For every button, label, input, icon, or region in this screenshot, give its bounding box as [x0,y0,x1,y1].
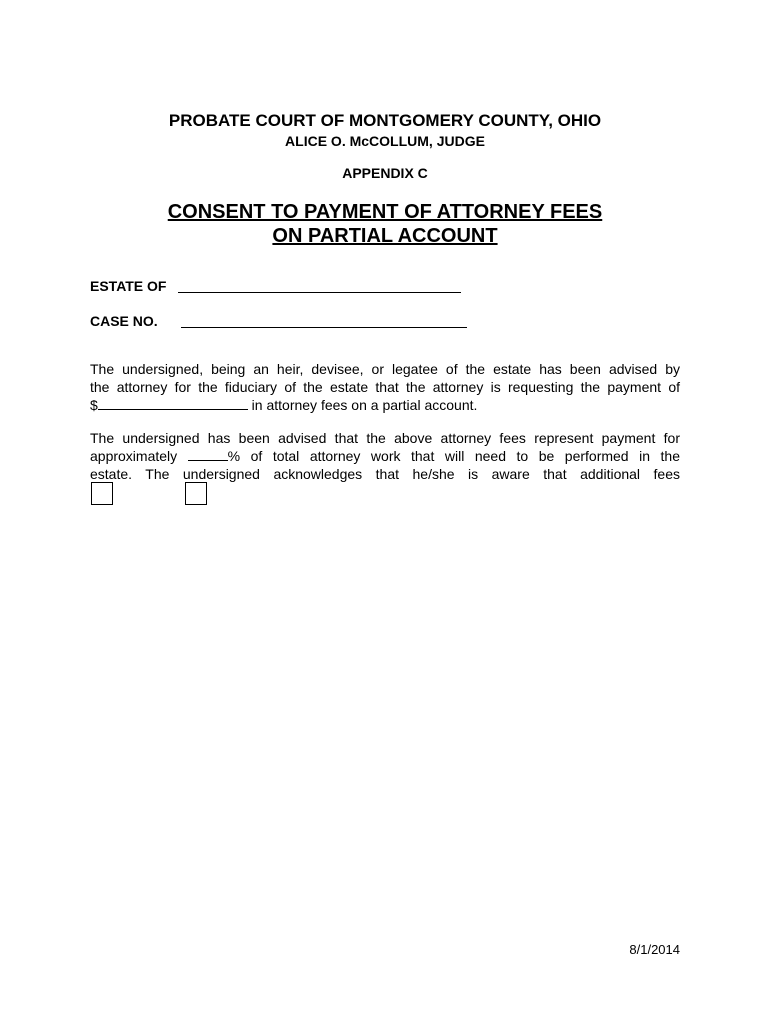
estate-of-field[interactable] [178,292,461,293]
paragraph1-line3 [90,396,680,414]
court-heading: PROBATE COURT OF MONTGOMERY COUNTY, OHIO [168,111,602,130]
form-title-line1: CONSENT TO PAYMENT OF ATTORNEY FEES [167,201,603,223]
dollar-sign: $ [90,397,98,413]
fee-amount-blank[interactable] [98,397,248,410]
paragraph2-line3: estate. The undersigned acknowledges that he/she is aware that additional fees [90,466,680,482]
case-no-field[interactable] [181,327,467,328]
paragraph1-line3-text: in attorney fees on a partial account. [247,397,478,413]
appendix-label: APPENDIX C [342,165,428,181]
paragraph2-line1: The undersigned has been advised that the above attorney fees represent payment for [90,430,680,446]
paragraph-percentage [90,429,680,483]
revision-date: 8/1/2014 [629,942,680,957]
checkbox-2[interactable] [185,482,207,505]
paragraph2-line2 [90,447,680,465]
estate-of-label: ESTATE OF [90,278,167,294]
paragraph1-line2: the attorney for the fiduciary of the estate that the attorney is requesting the payment of [90,379,680,395]
checkbox-1[interactable] [91,482,113,505]
judge-name: ALICE O. McCOLLUM, JUDGE [285,133,485,149]
paragraph-advisement [90,360,680,414]
form-title-line2: ON PARTIAL ACCOUNT [272,225,498,247]
paragraph1-line1: The undersigned, being an heir, devisee, or legatee of the estate has been advised by [90,361,680,377]
case-no-label: CASE NO. [90,313,158,329]
percent-blank[interactable] [188,448,228,461]
paragraph2-line2-start: approximately [90,448,188,464]
paragraph2-line2-rest: % of total attorney work that will need to be performed in the [227,448,680,464]
